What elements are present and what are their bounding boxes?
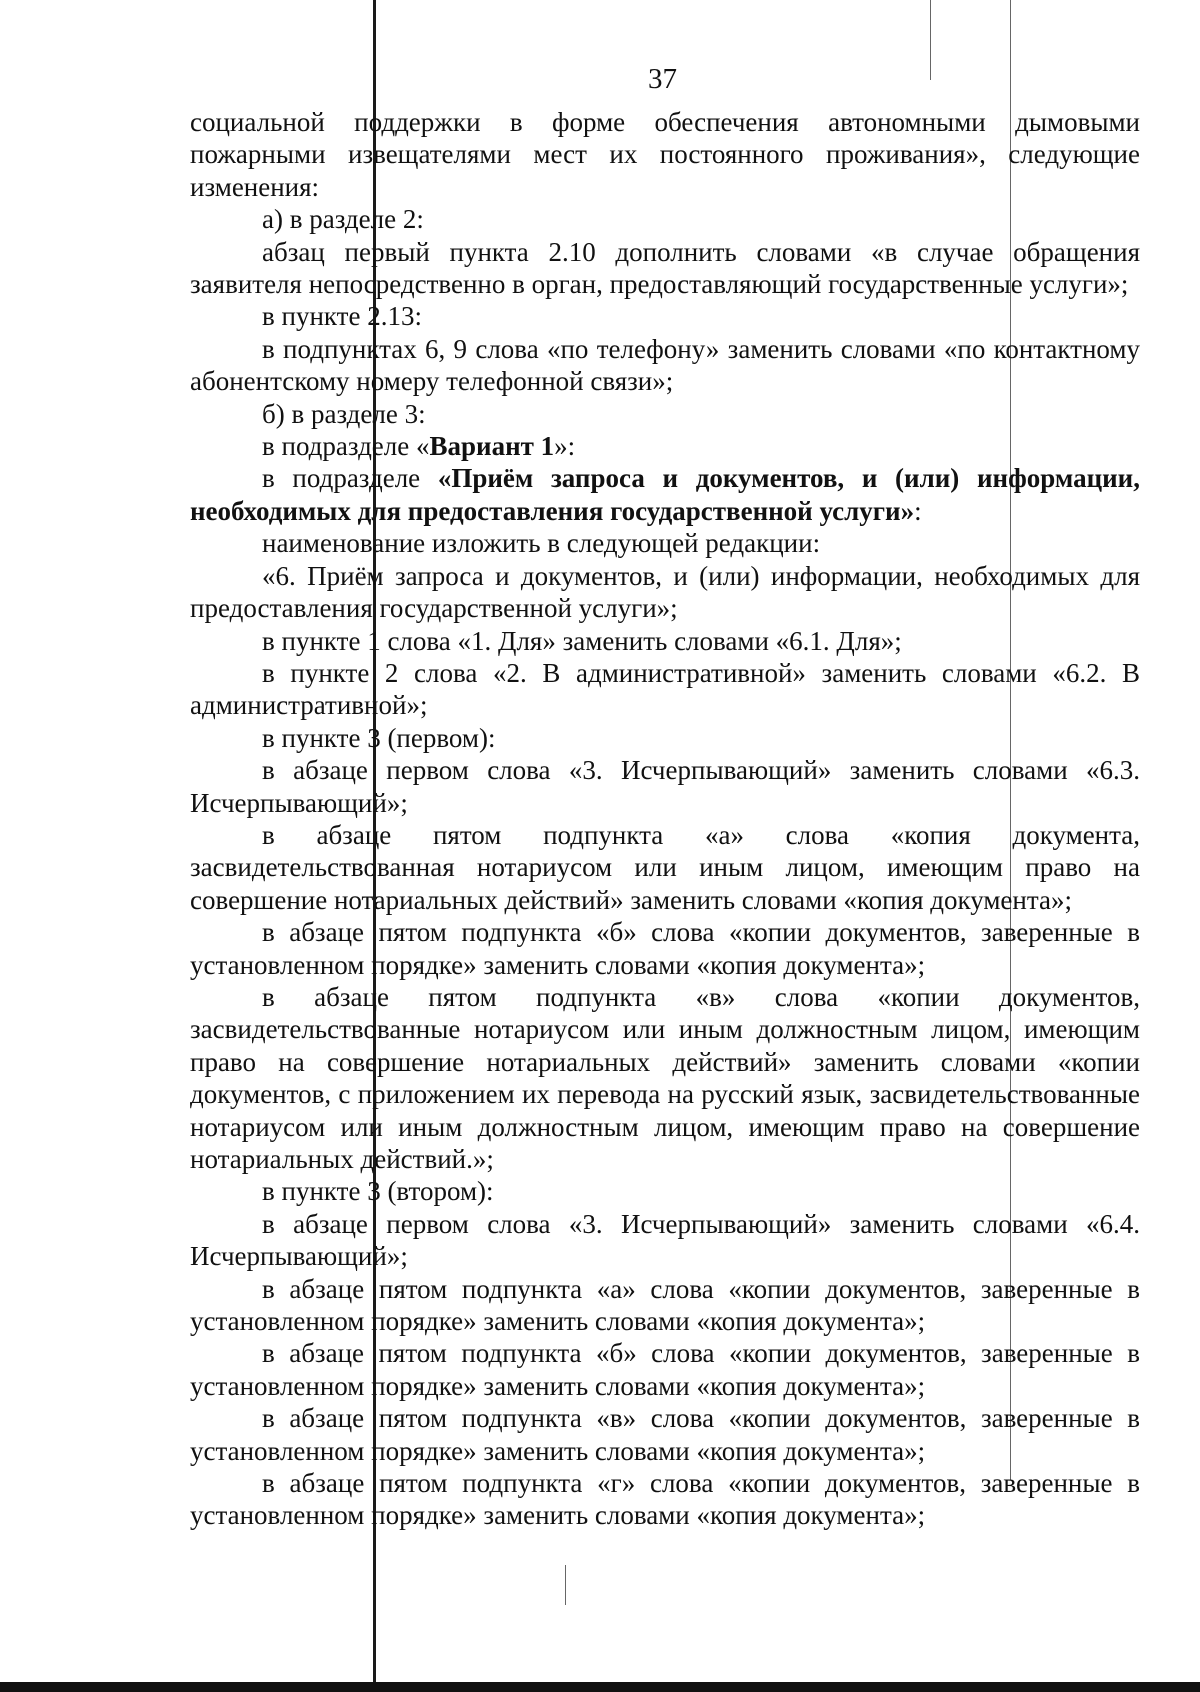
paragraph — [190, 1402, 1140, 1467]
text-run: в абзаце пятом подпункта «в» слова «копии документов, заверенные в установленном порядке» заменить словами «копия документа»; — [190, 1403, 1140, 1466]
paragraph — [190, 462, 1140, 527]
paragraph — [190, 1273, 1140, 1338]
bold-text: Вариант 1 — [429, 431, 555, 462]
text-run: в подразделе « — [262, 431, 430, 462]
document-body — [190, 106, 1140, 1532]
bold-text: «Приём запроса и документов, и (или) информации, необходимых для предоставления государственной услуги» — [190, 463, 1140, 526]
text-run: в абзаце пятом подпункта «а» слова «копии документов, заверенные в установленном порядке» заменить словами «копия документа»; — [190, 1273, 1140, 1337]
paragraph — [190, 203, 1140, 235]
scan-bottom-edge — [0, 1682, 1200, 1692]
text-run: в абзаце пятом подпункта «г» слова «копии документов, заверенные в установленном порядке» заменить словами «копия документа»; — [190, 1468, 1140, 1531]
text-run: б) в разделе 3: — [262, 398, 426, 429]
paragraph — [190, 1208, 1140, 1273]
scan-artifact-line — [565, 1565, 566, 1605]
paragraph — [190, 1467, 1140, 1532]
text-run: в абзаце пятом подпункта «а» слова «копия документа, засвидетельствованная нотариусом или иным лицом, имеющим право на совершение нотариальных действий» заменить словами «копия документа»; — [190, 819, 1140, 915]
text-run: »: — [554, 431, 576, 462]
text-run: в абзаце пятом подпункта «в» слова «копии документов, засвидетельствованные нотариусом или иным должностным лицом, имеющим право на совершение нотариальных действий» заменить словами «копии документов, с приложением их перевода на русский язык, засвидетельствованные нотариусом или иным должностным лицом, имеющим право на совершение нотариальных действий.»; — [190, 981, 1140, 1174]
paragraph — [190, 560, 1140, 625]
text-run: в абзаце первом слова «3. Исчерпывающий» заменить словами «6.4. Исчерпывающий»; — [190, 1208, 1140, 1272]
paragraph — [190, 819, 1140, 916]
text-run: в абзаце пятом подпункта «б» слова «копии документов, заверенные в установленном порядке» заменить словами «копия документа»; — [190, 1338, 1140, 1401]
paragraph — [190, 430, 1140, 462]
paragraph — [190, 333, 1140, 398]
text-run: в пункте 2 слова «2. В административной» заменить словами «6.2. В административной»; — [190, 657, 1140, 721]
paragraph — [190, 1337, 1140, 1402]
text-run: социальной поддержки в форме обеспечения автономными дымовыми пожарными извещателями мест их постоянного проживания», следующие изменения: — [190, 107, 1140, 202]
paragraph — [190, 916, 1140, 981]
text-run: в подразделе — [262, 463, 438, 494]
paragraph — [190, 981, 1140, 1175]
paragraph — [190, 1175, 1140, 1207]
text-run: в пункте 3 (втором): — [262, 1176, 494, 1207]
paragraph — [190, 625, 1140, 657]
text-run: в пункте 2.13: — [262, 301, 422, 332]
text-run: в абзаце пятом подпункта «б» слова «копии документов, заверенные в установленном порядке» заменить словами «копия документа»; — [190, 917, 1140, 980]
paragraph — [190, 106, 1140, 203]
text-run: в пункте 3 (первом): — [262, 722, 496, 753]
text-run: : — [914, 495, 922, 526]
text-run: абзац первый пункта 2.10 дополнить словами «в случае обращения заявителя непосредственно в орган, предоставляющий государственные услуги»; — [190, 236, 1140, 300]
paragraph — [190, 754, 1140, 819]
text-run: «6. Приём запроса и документов, и (или) информации, необходимых для предоставления государственной услуги»; — [190, 560, 1140, 624]
paragraph — [190, 398, 1140, 430]
text-run: в подпунктах 6, 9 слова «по телефону» заменить словами «по контактному абонентскому номеру телефонной связи»; — [190, 333, 1140, 397]
paragraph — [190, 657, 1140, 722]
paragraph — [190, 527, 1140, 559]
text-run: в абзаце первом слова «3. Исчерпывающий» заменить словами «6.3. Исчерпывающий»; — [190, 755, 1140, 818]
page-number: 37 — [648, 63, 677, 95]
text-run: а) в разделе 2: — [262, 204, 424, 235]
paragraph — [190, 722, 1140, 754]
text-run: в пункте 1 слова «1. Для» заменить словами «6.1. Для»; — [262, 625, 902, 656]
text-run: наименование изложить в следующей редакции: — [262, 528, 821, 559]
paragraph — [190, 236, 1140, 301]
paragraph — [190, 300, 1140, 332]
